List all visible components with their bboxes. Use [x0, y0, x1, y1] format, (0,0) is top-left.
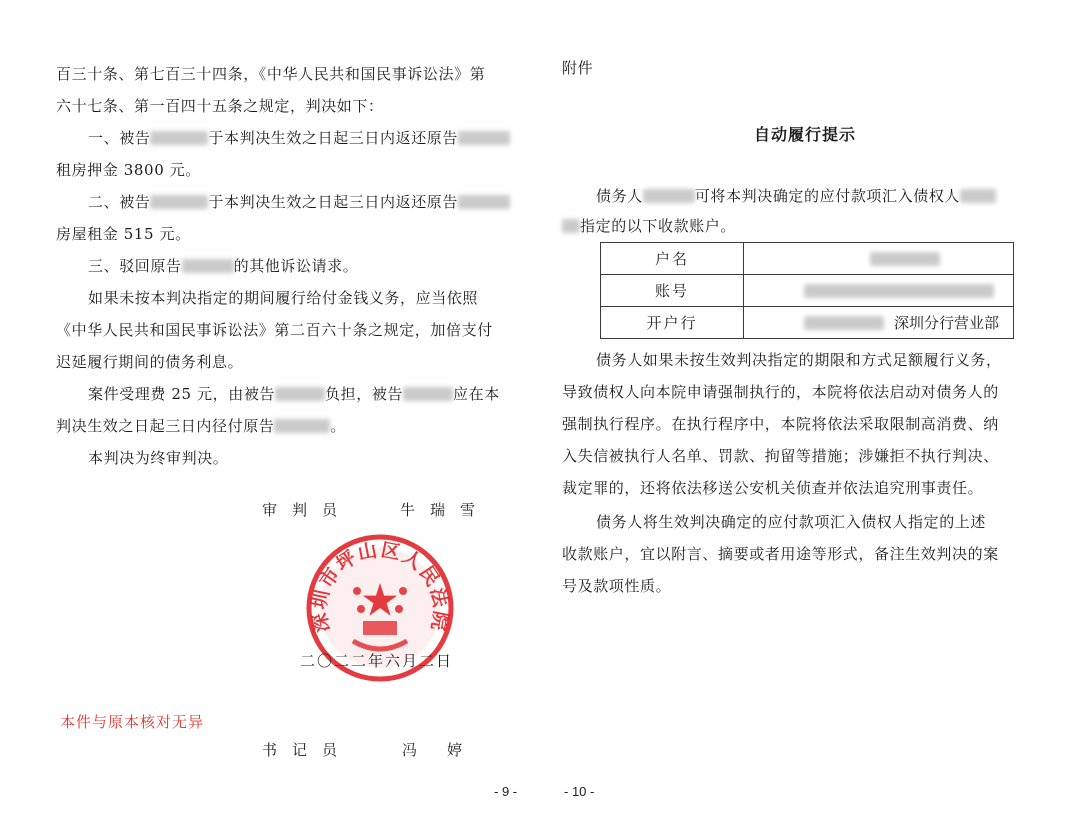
text-line: 本判决为终审判决。	[88, 449, 229, 467]
clerk-title: 书 记 员	[262, 741, 338, 759]
text-line: 入失信被执行人名单、罚款、拘留等措施；涉嫌拒不执行判决、	[562, 447, 999, 465]
text-line: 房屋租金 515 元。	[56, 225, 191, 243]
redacted-name	[562, 219, 580, 233]
table-cell-label: 账号	[601, 275, 744, 307]
text-line: 裁定罪的，还将依法移送公安机关侦查并依法追究刑事责任。	[562, 479, 984, 497]
table-cell-label: 开户行	[601, 307, 744, 339]
clerk-name: 冯 婷	[402, 741, 463, 759]
text-line: 债务人将生效判决确定的应付款项汇入债权人指定的上述	[596, 513, 987, 531]
text-line: 迟延履行期间的债务利息。	[56, 353, 244, 371]
redacted-name	[458, 195, 510, 209]
text-line: 《中华人民共和国民事诉讼法》第二百六十条之规定，加倍支付	[56, 321, 493, 339]
attachment-label: 附件	[562, 59, 594, 77]
redacted-bank-name	[804, 316, 884, 330]
table-cell-value	[744, 275, 1014, 307]
account-table	[600, 242, 1014, 339]
text-segment: 二、被告	[88, 193, 151, 211]
text-line	[562, 216, 736, 236]
table-cell-label: 户名	[601, 243, 744, 275]
text-segment: 的其他诉讼请求。	[233, 257, 359, 275]
text-line	[56, 416, 346, 436]
right-page	[540, 0, 1080, 840]
redacted-name	[274, 419, 330, 433]
redacted-name	[275, 387, 325, 401]
judgment-date: 二〇二二年六月二日	[300, 652, 454, 670]
text-line: 导致债权人向本院申请强制执行的，本院将依法启动对债务人的	[562, 383, 999, 401]
table-cell-value	[744, 243, 1014, 275]
redacted-name	[182, 259, 234, 273]
text-segment: 判决生效之日起三日内径付原告	[56, 417, 275, 435]
text-line: 债务人如果未按生效判决指定的期限和方式足额履行义务，	[596, 351, 1002, 369]
page-number: - 9 -	[494, 784, 518, 799]
table-row	[601, 275, 1014, 307]
text-segment: 债务人	[596, 187, 643, 205]
redacted-name	[458, 131, 510, 145]
text-line: 强制执行程序。在执行程序中，本院将依法采取限制高消费、纳	[562, 415, 999, 433]
text-line: 收款账户，宜以附言、摘要或者用途等形式，备注生效判决的案	[562, 545, 999, 563]
page-title: 自动履行提示	[754, 125, 857, 144]
text-segment: 指定的以下收款账户。	[580, 217, 737, 235]
text-line	[88, 384, 500, 404]
text-line	[596, 186, 996, 206]
text-line: 号及款项性质。	[562, 577, 672, 595]
text-line	[88, 256, 358, 276]
redacted-name	[150, 195, 208, 209]
table-cell-value	[744, 307, 1014, 339]
judge-name: 牛 瑞 雪	[400, 501, 476, 519]
table-row	[601, 307, 1014, 339]
text-line	[88, 192, 510, 212]
redacted-name	[150, 131, 208, 145]
redacted-account-number	[804, 284, 994, 298]
redacted-account-name	[870, 252, 940, 266]
text-segment: 案件受理费 25 元，由被告	[88, 385, 276, 403]
page-number: - 10 -	[564, 784, 595, 799]
judge-title: 审 判 员	[262, 501, 338, 519]
text-line: 百三十条、第七百三十四条，《中华人民共和国民事诉讼法》第	[56, 65, 486, 83]
text-line	[88, 128, 510, 148]
bank-branch: 深圳分行营业部	[894, 314, 1000, 332]
text-line: 如果未按本判决指定的期间履行给付金钱义务，应当依照	[88, 289, 479, 307]
seal-text: 深圳市坪山区人民法院	[308, 538, 452, 635]
text-segment: 可将本判决确定的应付款项汇入债权人	[694, 187, 961, 205]
redacted-name	[403, 387, 453, 401]
redacted-name	[960, 189, 996, 203]
text-segment: 一、被告	[88, 129, 151, 147]
text-segment: 应在本	[453, 385, 500, 403]
text-segment: 。	[330, 417, 347, 435]
text-segment: 于本判决生效之日起三日内返还原告	[208, 193, 459, 211]
text-line: 六十七条、第一百四十五条之规定，判决如下：	[56, 97, 384, 115]
table-row	[601, 243, 1014, 275]
redacted-name	[643, 189, 695, 203]
text-segment: 三、驳回原告	[88, 257, 182, 275]
text-line: 租房押金 3800 元。	[56, 161, 201, 179]
text-segment: 于本判决生效之日起三日内返还原告	[208, 129, 459, 147]
text-segment: 负担，被告	[325, 385, 404, 403]
verification-note: 本件与原本核对无异	[60, 713, 205, 731]
